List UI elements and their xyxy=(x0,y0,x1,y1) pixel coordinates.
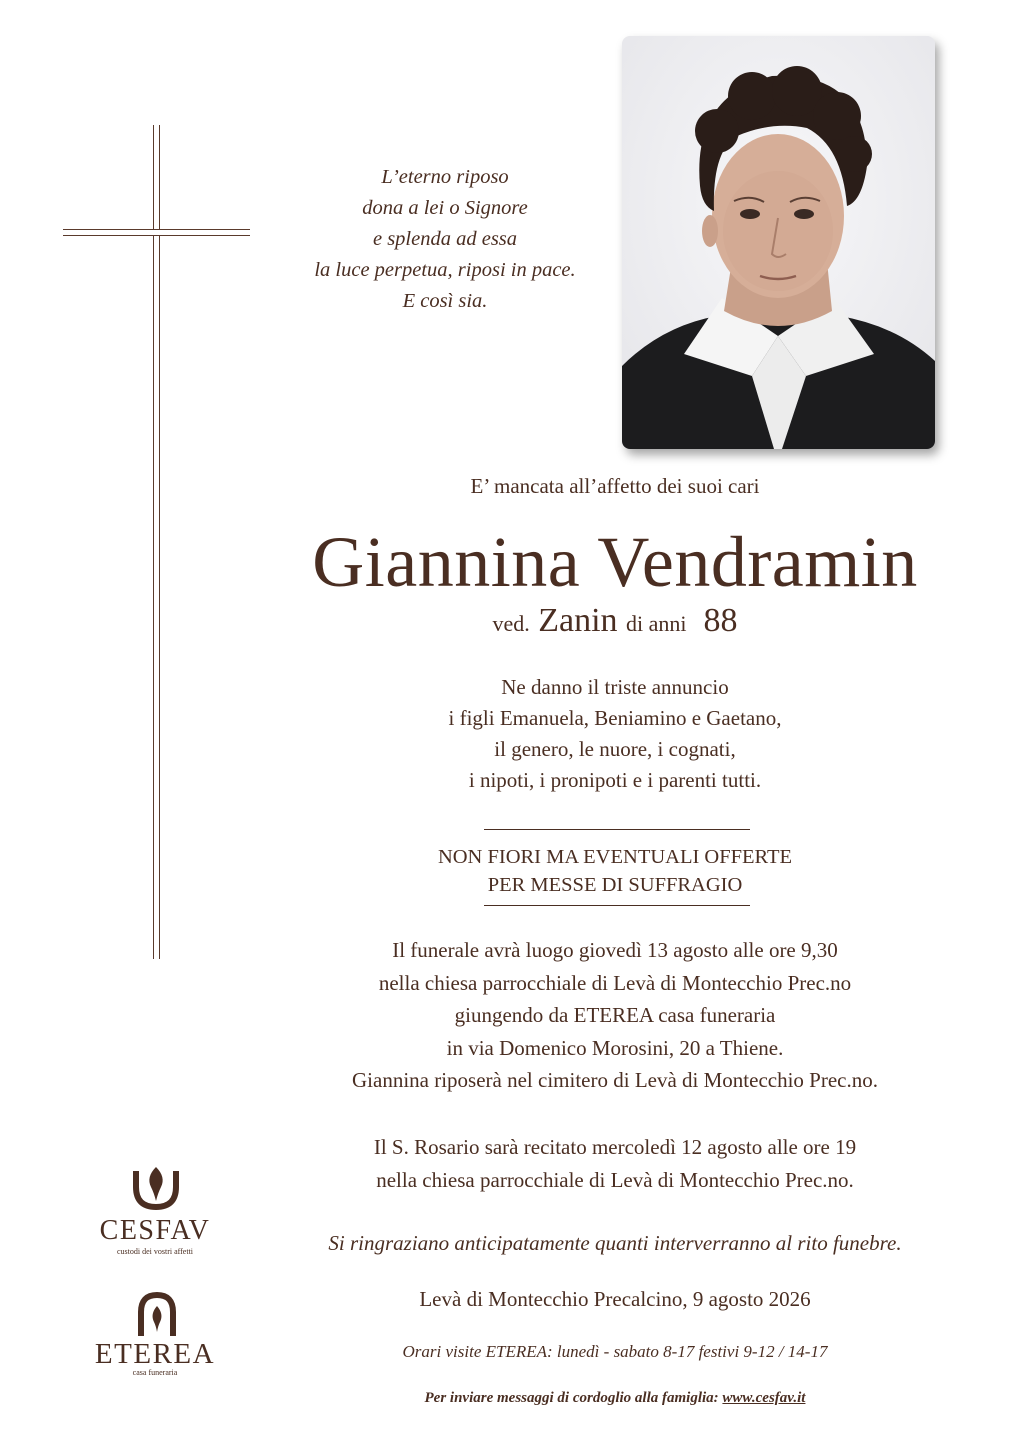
divider xyxy=(484,905,750,906)
age-value: 88 xyxy=(703,602,738,639)
thanks-text: Si ringraziano anticipatamente quanti interverranno al rito funebre. xyxy=(328,1231,902,1255)
rosary-line: nella chiesa parrocchiale di Levà di Montecchio Prec.no. xyxy=(376,1167,854,1192)
funeral-line: nella chiesa parrocchiale di Levà di Montecchio Prec.no xyxy=(378,970,852,995)
cross-icon xyxy=(153,125,160,959)
cesfav-name: CESFAV xyxy=(99,1215,211,1246)
visiting-hours: Orari visite ETEREA: lunedì - sabato 8-17 festivi 9-12 / 14-17 xyxy=(402,1342,828,1361)
eterea-logo-icon xyxy=(137,1292,177,1336)
prayer-line: dona a lei o Signore xyxy=(362,197,528,219)
cesfav-tagline: custodi dei vostri affetti xyxy=(116,1247,194,1256)
offer-line: PER MESSE DI SUFFRAGIO xyxy=(487,874,743,896)
funeral-line: Il funerale avrà luogo giovedì 13 agosto alle ore 9,30 xyxy=(392,938,838,962)
subname-line xyxy=(270,602,960,640)
funeral-details xyxy=(270,934,960,1097)
ved-prefix: ved. xyxy=(492,611,530,636)
condolence-messages xyxy=(270,1390,960,1407)
prayer-line: la luce perpetua, riposi in pace. xyxy=(314,259,576,281)
family-announcement xyxy=(270,672,960,796)
cesfav-logo-icon xyxy=(131,1165,181,1211)
funeral-line: giungendo da ETEREA casa funeraria xyxy=(454,1003,776,1027)
prayer-line: L’eterno riposo xyxy=(381,166,509,188)
messages-text: Per inviare messaggi di cordoglio alla famiglia: xyxy=(424,1390,719,1406)
offer-line: NON FIORI MA EVENTUALI OFFERTE xyxy=(437,846,793,868)
family-line: i nipoti, i pronipoti e i parenti tutti. xyxy=(468,768,762,792)
funeral-line: in via Domenico Morosini, 20 a Thiene. xyxy=(446,1035,784,1060)
family-line: Ne danno il triste annuncio xyxy=(501,675,729,699)
portrait-photo xyxy=(622,36,935,449)
funeral-line: Giannina riposerà nel cimitero di Levà di Montecchio Prec.no. xyxy=(352,1068,878,1092)
family-line: il genero, le nuore, i cognati, xyxy=(494,737,736,761)
cross-center xyxy=(155,231,158,234)
divider xyxy=(484,829,750,830)
place-date: Levà di Montecchio Precalcino, 9 agosto 2026 xyxy=(419,1287,811,1311)
eterea-name: ETEREA xyxy=(94,1338,216,1370)
married-name: Zanin xyxy=(538,602,618,639)
family-line: i figli Emanuela, Beniamino e Gaetano, xyxy=(448,706,782,730)
prayer-line: e splenda ad essa xyxy=(372,228,518,250)
prayer xyxy=(270,162,620,317)
prayer-line: E così sia. xyxy=(402,290,488,312)
age-prefix: di anni xyxy=(626,611,687,636)
deceased-name: Giannina Vendramin xyxy=(312,522,918,602)
rosary-line: Il S. Rosario sarà recitato mercoledì 12 agosto alle ore 19 xyxy=(373,1135,857,1159)
intro-text: E’ mancata all’affetto dei suoi cari xyxy=(470,474,760,498)
offer-notice xyxy=(270,843,960,899)
rosary-details xyxy=(270,1131,960,1196)
cesfav-link[interactable]: www.cesfav.it xyxy=(722,1390,806,1406)
eterea-tagline: casa funeraria xyxy=(132,1368,178,1377)
